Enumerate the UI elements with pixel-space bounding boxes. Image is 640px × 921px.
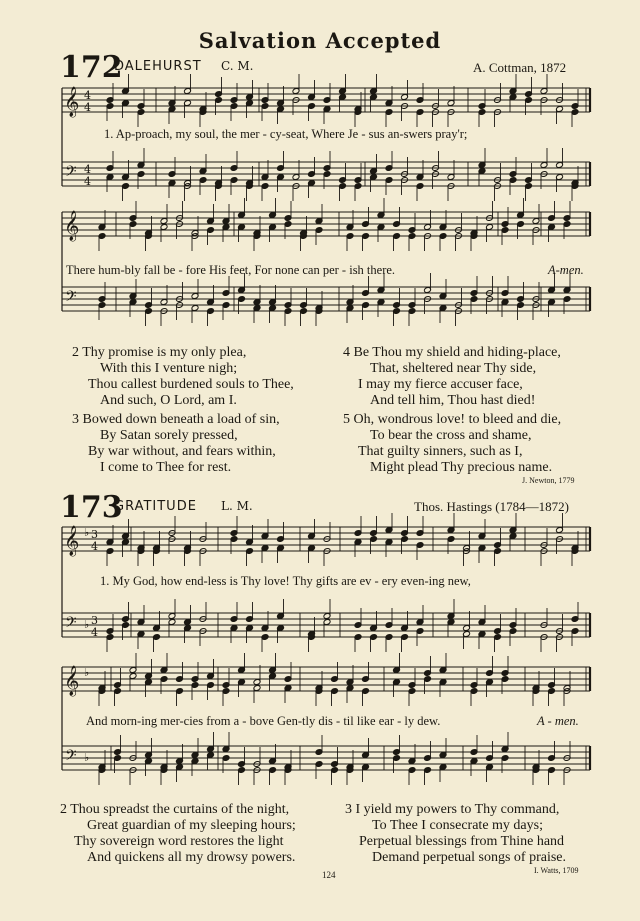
time-signature: 4	[91, 540, 98, 553]
stanza-line: Great guardian of my sleeping hours;	[87, 818, 296, 833]
stanza-line: And such, O Lord, am I.	[100, 393, 237, 408]
stanza-line: Thou callest burdened souls to Thee,	[88, 377, 294, 392]
stanza-line: I come to Thee for rest.	[100, 460, 232, 475]
lyric-line: 1. My God, how end-less is Thy love! Thy gifts are ev - ery even-ing new,	[100, 574, 471, 588]
time-signature: 4	[84, 101, 91, 114]
lyric-line: 1. Ap-proach, my soul, the mer - cy-seat, Where Je - sus an-swers pray'r;	[104, 127, 468, 141]
stanza-line: 2 Thou spreadst the curtains of the night,	[60, 802, 290, 817]
flat-sign: ♭	[84, 526, 90, 539]
stanza-line: 3 I yield my powers to Thy command,	[345, 802, 560, 817]
flat-sign: ♭	[84, 751, 90, 764]
bass-clef: 𝄢	[65, 747, 77, 768]
treble-clef: 𝄞	[64, 87, 80, 117]
treble-clef: 𝄞	[64, 526, 80, 556]
treble-clef: 𝄞	[64, 211, 80, 241]
stanza-line: 5 Oh, wondrous love! to bleed and die,	[343, 412, 562, 427]
stanza-line: 3 Bowed down beneath a load of sin,	[72, 412, 280, 427]
bass-clef: 𝄢	[65, 163, 77, 184]
time-signature: 4	[84, 89, 91, 102]
stanza-line: I may my fierce accuser face,	[358, 377, 523, 392]
stanza-line: 4 Be Thou my shield and hiding-place,	[343, 345, 561, 360]
time-signature: 3	[91, 614, 98, 627]
stanza-line: Might plead Thy precious name.	[370, 460, 553, 475]
flat-sign: ♭	[84, 666, 90, 679]
stanza-line: That guilty sinners, such as I,	[358, 444, 523, 459]
stanza-line: Thy sovereign word restores the light	[74, 834, 284, 849]
stanza-line: And tell him, Thou hast died!	[370, 393, 536, 408]
page-number: 124	[322, 870, 336, 880]
stanza-line: 2 Thy promise is my only plea,	[72, 345, 247, 360]
lyric-line: There hum-bly fall be - fore His feet, For none can per - ish there.	[66, 263, 396, 277]
composer-credit: Thos. Hastings (1784—1872)	[414, 499, 569, 514]
treble-clef: 𝄞	[64, 666, 80, 696]
stanza-line: Demand perpetual songs of praise.	[372, 850, 566, 865]
hymn-number: 172	[60, 50, 123, 85]
bass-clef: 𝄢	[65, 288, 77, 309]
page-title: Salvation Accepted	[198, 28, 442, 53]
time-signature: 4	[91, 626, 98, 639]
time-signature: 4	[84, 175, 91, 188]
stanza-line: And quickens all my drowsy powers.	[87, 850, 296, 865]
meter: L. M.	[221, 499, 253, 513]
stanza-line: That, sheltered near Thy side,	[370, 361, 537, 376]
stanza-line: With this I venture nigh;	[100, 361, 238, 376]
text-author-credit: I. Watts, 1709	[534, 866, 579, 875]
amen-label: A - men.	[537, 714, 579, 728]
hymn-number: 173	[60, 490, 123, 525]
stanza-line: By Satan sorely pressed,	[100, 428, 238, 443]
stanza-line: By war without, and fears within,	[88, 444, 276, 459]
tune-name: DALEHURST	[114, 59, 202, 74]
stanza-line: To bear the cross and shame,	[370, 428, 532, 443]
amen-label: A-men.	[548, 263, 584, 277]
tune-name: GRATITUDE	[114, 499, 197, 514]
flat-sign: ♭	[84, 618, 90, 631]
time-signature: 3	[91, 528, 98, 541]
time-signature: 4	[84, 163, 91, 176]
stanza-line: Perpetual blessings from Thine hand	[359, 834, 565, 849]
bass-clef: 𝄢	[65, 614, 77, 635]
text-author-credit: J. Newton, 1779	[522, 476, 575, 485]
meter: C. M.	[221, 59, 254, 73]
lyric-line: And morn-ing mer-cies from a - bove Gen-tly dis - til like ear - ly dew.	[86, 714, 441, 728]
stanza-line: To Thee I consecrate my days;	[372, 818, 543, 833]
composer-credit: A. Cottman, 1872	[473, 60, 567, 75]
